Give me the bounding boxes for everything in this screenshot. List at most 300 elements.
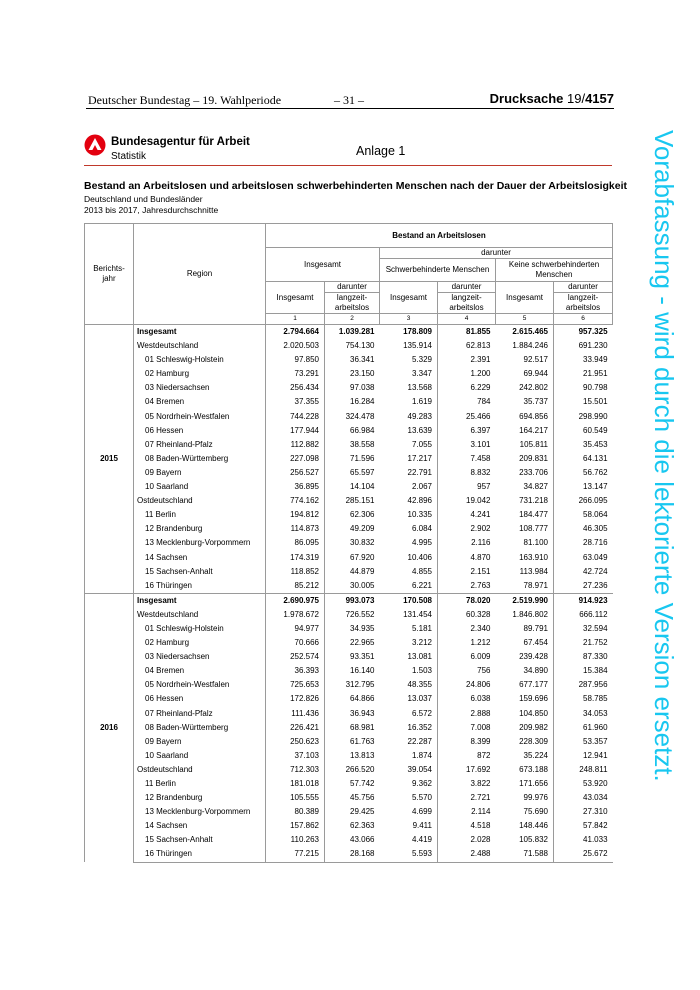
annex-label: Anlage 1: [356, 144, 406, 158]
value-cell: 1.619: [380, 395, 438, 409]
col-header-schwerbehindert: Schwerbehinderte Menschen: [380, 259, 496, 282]
col-header-insgesamt-group: Insgesamt: [266, 248, 380, 282]
table-subtitle-region: Deutschland und Bundesländer: [84, 194, 203, 204]
table-row: [85, 579, 613, 594]
value-cell: 64.131: [583, 453, 608, 463]
value-cell: 1.200: [470, 369, 491, 379]
region-cell: Insgesamt: [134, 593, 266, 608]
value-cell: 62.306: [350, 510, 375, 520]
column-number: 4: [438, 314, 496, 325]
table-row: [85, 650, 613, 664]
value-cell: 14.104: [350, 482, 375, 492]
table-row: [85, 536, 613, 550]
region-cell: 09 Bayern: [134, 735, 266, 749]
value-cell: 60.328: [466, 609, 491, 619]
table-row: [85, 692, 613, 706]
region-cell: 12 Brandenburg: [134, 522, 266, 536]
value-cell: 19.042: [466, 496, 491, 506]
table-row: [85, 508, 613, 522]
value-cell: 89.791: [496, 622, 554, 636]
value-cell: 233.706: [496, 466, 554, 480]
value-cell: 64.866: [350, 694, 375, 704]
value-cell: 29.425: [350, 807, 375, 817]
col-header-darunter: darunter: [380, 248, 613, 259]
value-cell: 49.209: [350, 524, 375, 534]
value-cell: 36.895: [266, 480, 325, 494]
col-header-darunter-5: darunter: [554, 282, 613, 293]
value-cell: 159.696: [496, 692, 554, 706]
value-cell: 228.309: [496, 735, 554, 749]
value-cell: 10.406: [380, 551, 438, 565]
value-cell: 2.794.664: [266, 325, 325, 340]
col-header-langzeit-4: langzeit- arbeitslos: [438, 293, 496, 314]
value-cell: 60.549: [583, 425, 608, 435]
region-cell: 10 Saarland: [134, 480, 266, 494]
value-cell: 114.873: [266, 522, 325, 536]
column-number: 1: [266, 314, 325, 325]
value-cell: 3.212: [380, 636, 438, 650]
value-cell: 34.827: [496, 480, 554, 494]
region-cell: 07 Rheinland-Pfalz: [134, 707, 266, 721]
value-cell: 4.518: [470, 821, 491, 831]
value-cell: 4.870: [470, 552, 491, 562]
region-cell: 01 Schleswig-Holstein: [134, 622, 266, 636]
value-cell: 62.363: [350, 821, 375, 831]
value-cell: 34.890: [496, 664, 554, 678]
table-row: [85, 805, 613, 819]
value-cell: 256.434: [266, 381, 325, 395]
table-row: [85, 325, 613, 340]
table-body: [85, 325, 613, 863]
column-number: 3: [380, 314, 438, 325]
value-cell: 46.305: [583, 524, 608, 534]
value-cell: 8.399: [470, 736, 491, 746]
value-cell: 2.151: [470, 566, 491, 576]
value-cell: 32.594: [583, 623, 608, 633]
value-cell: 993.073: [325, 593, 380, 608]
value-cell: 209.831: [496, 452, 554, 466]
value-cell: 36.341: [350, 355, 375, 365]
value-cell: 4.699: [380, 805, 438, 819]
table-row: [85, 395, 613, 409]
parliament-header: Deutscher Bundestag – 19. Wahlperiode: [88, 93, 282, 107]
table-row: [85, 678, 613, 692]
table-row: [85, 833, 613, 847]
table-row: [85, 494, 613, 508]
value-cell: 78.971: [496, 579, 554, 594]
table-header: [85, 224, 613, 325]
value-cell: 7.055: [380, 438, 438, 452]
table-row: [85, 735, 613, 749]
value-cell: 62.813: [466, 341, 491, 351]
value-cell: 58.064: [583, 510, 608, 520]
value-cell: 287.956: [578, 680, 608, 690]
region-cell: 06 Hessen: [134, 692, 266, 706]
value-cell: 744.228: [266, 410, 325, 424]
value-cell: 85.212: [266, 579, 325, 594]
value-cell: 39.054: [380, 763, 438, 777]
value-cell: 28.716: [583, 538, 608, 548]
value-cell: 105.832: [496, 833, 554, 847]
value-cell: 9.362: [380, 777, 438, 791]
value-cell: 7.008: [470, 722, 491, 732]
value-cell: 16.284: [350, 397, 375, 407]
value-cell: 2.114: [471, 807, 491, 817]
column-number: 6: [554, 314, 613, 325]
value-cell: 324.478: [345, 411, 375, 421]
org-unit: Statistik: [111, 151, 147, 162]
value-cell: 45.756: [350, 793, 375, 803]
value-cell: 13.568: [380, 381, 438, 395]
value-cell: 38.558: [350, 439, 375, 449]
value-cell: 266.520: [345, 764, 375, 774]
value-cell: 4.995: [380, 536, 438, 550]
value-cell: 13.639: [380, 424, 438, 438]
table-row: [85, 480, 613, 494]
value-cell: 97.850: [266, 353, 325, 367]
year-cell: 2015: [85, 325, 134, 594]
value-cell: 184.477: [496, 508, 554, 522]
doc-prefix: 19/: [567, 91, 586, 106]
value-cell: 69.944: [496, 367, 554, 381]
value-cell: 725.653: [266, 678, 325, 692]
value-cell: 691.230: [578, 341, 608, 351]
value-cell: 174.319: [266, 551, 325, 565]
value-cell: 70.666: [266, 636, 325, 650]
value-cell: 36.393: [266, 664, 325, 678]
value-cell: 9.411: [380, 819, 438, 833]
value-cell: 6.009: [470, 652, 491, 662]
region-cell: 13 Mecklenburg-Vorpommern: [134, 536, 266, 550]
value-cell: 73.291: [266, 367, 325, 381]
value-cell: 92.517: [496, 353, 554, 367]
col-header-darunter-3: darunter: [438, 282, 496, 293]
value-cell: 22.965: [350, 638, 375, 648]
value-cell: 266.095: [578, 496, 608, 506]
value-cell: 12.941: [583, 750, 608, 760]
value-cell: 22.287: [380, 735, 438, 749]
value-cell: 2.888: [470, 708, 491, 718]
doc-label: Drucksache: [489, 91, 564, 106]
region-cell: Ostdeutschland: [134, 494, 266, 508]
table-row: [85, 819, 613, 833]
value-cell: 2.902: [470, 524, 491, 534]
region-cell: 08 Baden-Württemberg: [134, 452, 266, 466]
value-cell: 3.822: [470, 779, 491, 788]
value-cell: 170.508: [380, 593, 438, 608]
value-cell: 41.033: [583, 835, 608, 845]
value-cell: 99.976: [496, 791, 554, 805]
value-cell: 66.984: [350, 425, 375, 435]
value-cell: 77.215: [266, 847, 325, 862]
value-cell: 28.168: [325, 847, 380, 862]
table-row: [85, 339, 613, 353]
table-row: [85, 622, 613, 636]
region-cell: 12 Brandenburg: [134, 791, 266, 805]
value-cell: 113.984: [496, 565, 554, 579]
value-cell: 110.263: [266, 833, 325, 847]
value-cell: 784: [477, 397, 491, 407]
value-cell: 1.874: [380, 749, 438, 763]
value-cell: 16.140: [350, 666, 375, 676]
value-cell: 104.850: [496, 707, 554, 721]
value-cell: 75.690: [496, 805, 554, 819]
value-cell: 37.103: [266, 749, 325, 763]
region-cell: 04 Bremen: [134, 395, 266, 409]
value-cell: 108.777: [496, 522, 554, 536]
value-cell: 34.935: [350, 623, 375, 633]
region-cell: 02 Hamburg: [134, 367, 266, 381]
value-cell: 63.049: [583, 552, 608, 562]
col-header-darunter-1: darunter: [325, 282, 380, 293]
value-cell: 27.310: [583, 807, 608, 817]
value-cell: 2.763: [438, 579, 496, 594]
value-cell: 7.458: [470, 453, 491, 463]
value-cell: 2.067: [380, 480, 438, 494]
table-row: [85, 522, 613, 536]
value-cell: 67.920: [350, 552, 375, 562]
table-row: [85, 847, 613, 862]
value-cell: 242.802: [496, 381, 554, 395]
region-cell: 02 Hamburg: [134, 636, 266, 650]
value-cell: 6.572: [380, 707, 438, 721]
table-subtitle-period: 2013 bis 2017, Jahresdurchschnitte: [84, 205, 219, 215]
value-cell: 53.920: [583, 779, 608, 788]
table-row: [85, 608, 613, 622]
value-cell: 248.811: [579, 764, 608, 774]
value-cell: 6.038: [470, 694, 491, 704]
region-cell: 04 Bremen: [134, 664, 266, 678]
value-cell: 666.112: [579, 609, 608, 619]
value-cell: 226.421: [266, 721, 325, 735]
value-cell: 2.488: [438, 847, 496, 862]
region-cell: 06 Hessen: [134, 424, 266, 438]
col-header-langzeit-2: langzeit- arbeitslos: [325, 293, 380, 314]
value-cell: 23.150: [350, 369, 375, 379]
value-cell: 164.217: [496, 424, 554, 438]
value-cell: 87.330: [583, 652, 608, 662]
value-cell: 112.882: [266, 438, 325, 452]
value-cell: 2.028: [470, 835, 491, 845]
value-cell: 148.446: [496, 819, 554, 833]
region-cell: Ostdeutschland: [134, 763, 266, 777]
value-cell: 33.949: [583, 355, 608, 365]
value-cell: 5.570: [380, 791, 438, 805]
table-row: [85, 707, 613, 721]
value-cell: 57.842: [583, 821, 608, 831]
value-cell: 2.340: [470, 623, 491, 633]
table-row: [85, 424, 613, 438]
value-cell: 34.053: [583, 708, 608, 718]
value-cell: 6.084: [380, 522, 438, 536]
value-cell: 65.597: [350, 467, 375, 477]
value-cell: 298.990: [578, 411, 608, 421]
region-cell: 13 Mecklenburg-Vorpommern: [134, 805, 266, 819]
value-cell: 5.181: [380, 622, 438, 636]
table-row: [85, 791, 613, 805]
value-cell: 673.188: [496, 763, 554, 777]
value-cell: 90.798: [583, 383, 608, 393]
region-cell: Insgesamt: [134, 325, 266, 340]
value-cell: 15.384: [583, 666, 608, 676]
region-cell: Westdeutschland: [134, 339, 266, 353]
value-cell: 1.978.672: [266, 608, 325, 622]
value-cell: 1.884.246: [496, 339, 554, 353]
region-cell: 16 Thüringen: [134, 579, 266, 594]
value-cell: 22.791: [380, 466, 438, 480]
value-cell: 177.944: [266, 424, 325, 438]
value-cell: 13.081: [380, 650, 438, 664]
table-row: [85, 353, 613, 367]
value-cell: 872: [477, 750, 491, 760]
value-cell: 61.763: [350, 736, 375, 746]
value-cell: 209.982: [496, 721, 554, 735]
value-cell: 81.855: [438, 325, 496, 340]
value-cell: 756: [477, 666, 491, 676]
value-cell: 2.519.990: [496, 593, 554, 608]
region-cell: 07 Rheinland-Pfalz: [134, 438, 266, 452]
region-cell: 14 Sachsen: [134, 819, 266, 833]
table-row: [85, 452, 613, 466]
value-cell: 15.501: [583, 397, 608, 407]
value-cell: 94.977: [266, 622, 325, 636]
value-cell: 16.352: [380, 721, 438, 735]
column-number: 2: [325, 314, 380, 325]
value-cell: 53.357: [583, 736, 608, 746]
page-number: – 31 –: [334, 93, 364, 107]
value-cell: 56.762: [583, 467, 608, 477]
table-title: Bestand an Arbeitslosen und arbeitslosen schwerbehinderten Menschen nach der Dauer der Arbeitslosigkeit: [84, 180, 628, 192]
col-header-insgesamt-5: Insgesamt: [496, 282, 554, 314]
value-cell: 80.389: [266, 805, 325, 819]
region-cell: 15 Sachsen-Anhalt: [134, 833, 266, 847]
value-cell: 135.914: [380, 339, 438, 353]
logo-divider: [84, 165, 612, 166]
value-cell: 97.038: [350, 383, 375, 393]
value-cell: 24.806: [466, 680, 491, 690]
value-cell: 5.593: [380, 847, 438, 862]
col-header-bestand: Bestand an Arbeitslosen: [266, 224, 613, 248]
value-cell: 2.020.503: [266, 339, 325, 353]
region-cell: 05 Nordrhein-Westfalen: [134, 410, 266, 424]
table-row: [85, 777, 613, 791]
region-cell: 08 Baden-Württemberg: [134, 721, 266, 735]
value-cell: 13.147: [583, 482, 608, 492]
region-cell: 03 Niedersachsen: [134, 381, 266, 395]
table-row: [85, 593, 613, 608]
value-cell: 35.224: [496, 749, 554, 763]
value-cell: 957.325: [554, 325, 613, 340]
value-cell: 30.005: [325, 579, 380, 594]
value-cell: 252.574: [266, 650, 325, 664]
value-cell: 4.855: [380, 565, 438, 579]
value-cell: 1.503: [380, 664, 438, 678]
value-cell: 4.419: [380, 833, 438, 847]
value-cell: 2.721: [470, 793, 491, 803]
value-cell: 256.527: [266, 466, 325, 480]
value-cell: 57.742: [350, 779, 375, 788]
value-cell: 42.724: [583, 566, 608, 576]
value-cell: 17.217: [380, 452, 438, 466]
value-cell: 957: [477, 482, 491, 492]
table-row: [85, 367, 613, 381]
region-cell: 09 Bayern: [134, 466, 266, 480]
value-cell: 2.615.465: [496, 325, 554, 340]
value-cell: 78.020: [438, 593, 496, 608]
value-cell: 68.981: [350, 722, 375, 732]
value-cell: 105.555: [266, 791, 325, 805]
value-cell: 61.960: [583, 722, 608, 732]
table-row: [85, 381, 613, 395]
col-header-insgesamt-3: Insgesamt: [380, 282, 438, 314]
value-cell: 44.879: [350, 566, 375, 576]
value-cell: 43.066: [350, 835, 375, 845]
value-cell: 2.690.975: [266, 593, 325, 608]
value-cell: 172.826: [266, 692, 325, 706]
value-cell: 37.355: [266, 395, 325, 409]
value-cell: 36.943: [350, 708, 375, 718]
value-cell: 21.752: [583, 638, 608, 648]
value-cell: 1.212: [470, 638, 491, 648]
value-cell: 30.832: [350, 538, 375, 548]
region-cell: 10 Saarland: [134, 749, 266, 763]
region-cell: 11 Berlin: [134, 777, 266, 791]
value-cell: 6.397: [470, 425, 491, 435]
value-cell: 42.896: [380, 494, 438, 508]
value-cell: 21.951: [583, 369, 608, 379]
value-cell: 35.453: [583, 439, 608, 449]
value-cell: 8.832: [470, 467, 491, 477]
value-cell: 4.241: [470, 510, 491, 520]
value-cell: 694.856: [496, 410, 554, 424]
value-cell: 13.813: [350, 750, 375, 760]
value-cell: 227.098: [266, 452, 325, 466]
value-cell: 754.130: [345, 341, 375, 351]
region-cell: 11 Berlin: [134, 508, 266, 522]
region-cell: 03 Niedersachsen: [134, 650, 266, 664]
year-cell: 2016: [85, 593, 134, 862]
value-cell: 726.552: [345, 609, 375, 619]
value-cell: 105.811: [496, 438, 554, 452]
value-cell: 1.846.802: [496, 608, 554, 622]
unemployment-table: [84, 223, 613, 863]
value-cell: 71.588: [496, 847, 554, 862]
value-cell: 131.454: [380, 608, 438, 622]
value-cell: 25.466: [466, 411, 491, 421]
value-cell: 1.039.281: [325, 325, 380, 340]
region-cell: 01 Schleswig-Holstein: [134, 353, 266, 367]
value-cell: 43.034: [583, 793, 608, 803]
value-cell: 3.347: [380, 367, 438, 381]
value-cell: 677.177: [496, 678, 554, 692]
value-cell: 181.018: [266, 777, 325, 791]
column-number: 5: [496, 314, 554, 325]
value-cell: 312.795: [345, 680, 375, 690]
value-cell: 157.862: [266, 819, 325, 833]
table-row: [85, 565, 613, 579]
region-cell: Westdeutschland: [134, 608, 266, 622]
col-header-insgesamt-1: Insgesamt: [266, 282, 325, 314]
value-cell: 285.151: [345, 496, 375, 506]
table-row: [85, 636, 613, 650]
value-cell: 118.852: [266, 565, 325, 579]
header-divider: [86, 108, 614, 109]
table-row: [85, 749, 613, 763]
value-cell: 35.737: [496, 395, 554, 409]
value-cell: 10.335: [380, 508, 438, 522]
value-cell: 71.596: [350, 453, 375, 463]
value-cell: 67.454: [496, 636, 554, 650]
